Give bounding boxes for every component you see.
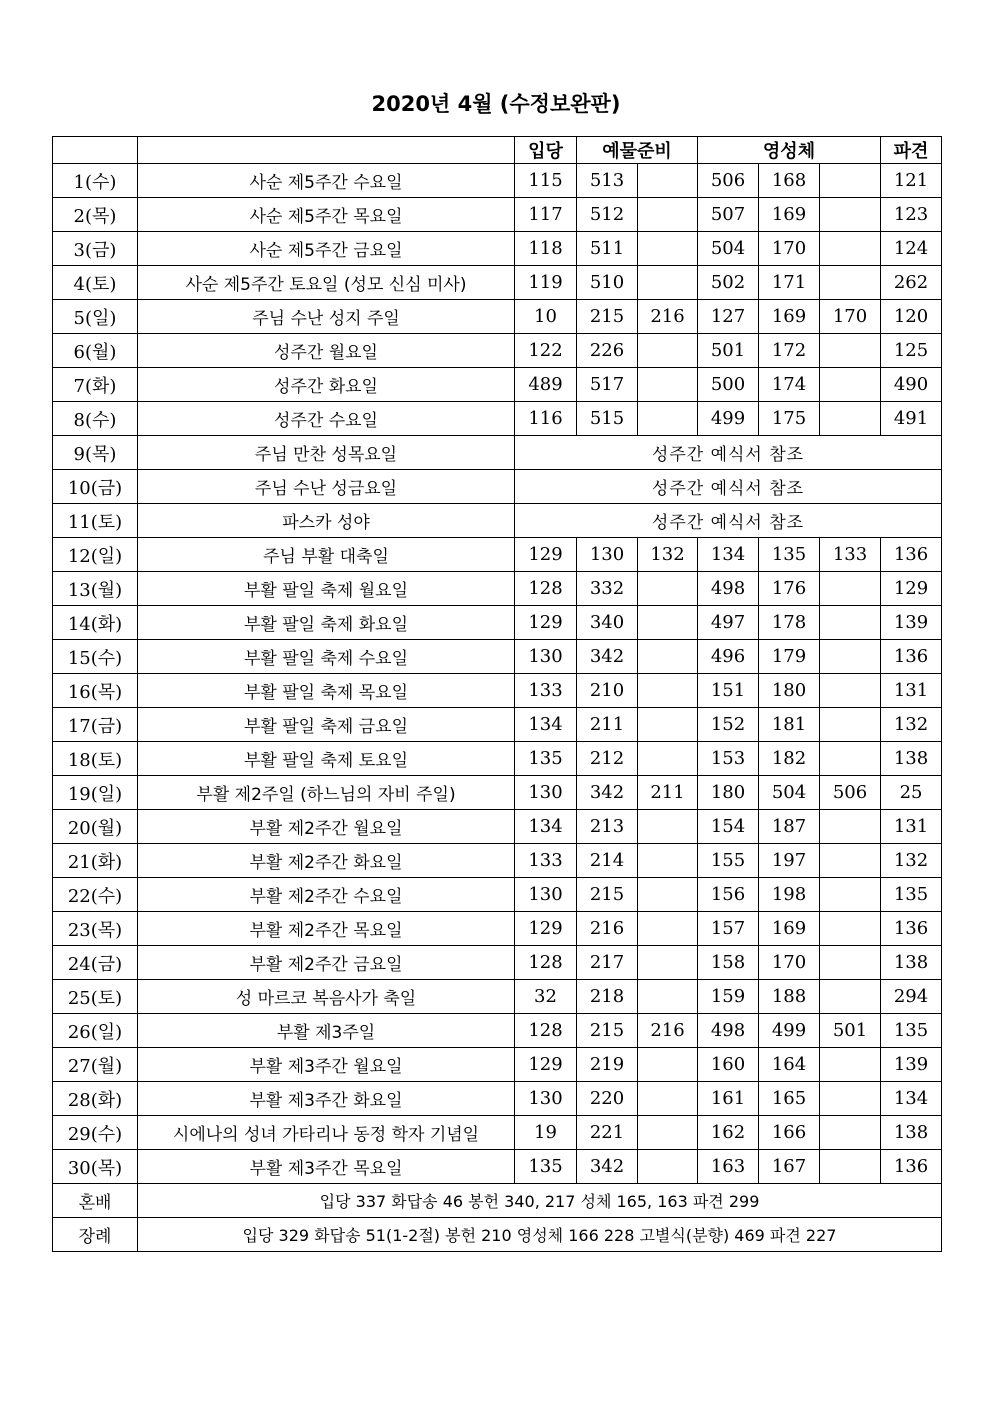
- communion-2-cell: 135: [759, 538, 820, 572]
- reference-cell: 성주간 예식서 참조: [515, 504, 942, 538]
- day-cell: 25(토): [53, 980, 138, 1014]
- offertory-2-cell: [638, 674, 698, 708]
- communion-3-cell: [820, 164, 881, 198]
- dismissal-cell: 490: [881, 368, 942, 402]
- communion-1-cell: 500: [698, 368, 759, 402]
- communion-2-cell: 169: [759, 300, 820, 334]
- dismissal-cell: 132: [881, 708, 942, 742]
- dismissal-cell: 136: [881, 640, 942, 674]
- dismissal-cell: 131: [881, 810, 942, 844]
- dismissal-cell: 124: [881, 232, 942, 266]
- hymn-schedule-table: [52, 136, 942, 1252]
- footer-row: [53, 1184, 942, 1218]
- communion-1-cell: 502: [698, 266, 759, 300]
- table-row: [53, 674, 942, 708]
- entrance-cell: 135: [515, 742, 577, 776]
- celebration-name-cell: 부활 팔일 축제 수요일: [138, 640, 515, 674]
- day-cell: 16(목): [53, 674, 138, 708]
- offertory-2-cell: [638, 198, 698, 232]
- entrance-cell: 122: [515, 334, 577, 368]
- dismissal-cell: 491: [881, 402, 942, 436]
- day-cell: 15(수): [53, 640, 138, 674]
- communion-2-cell: 170: [759, 232, 820, 266]
- day-cell: 23(목): [53, 912, 138, 946]
- dismissal-cell: 134: [881, 1082, 942, 1116]
- communion-3-cell: [820, 1048, 881, 1082]
- offertory-2-cell: [638, 1082, 698, 1116]
- offertory-1-cell: 216: [577, 912, 638, 946]
- communion-3-cell: [820, 1150, 881, 1184]
- offertory-1-cell: 332: [577, 572, 638, 606]
- header-communion: 영성체: [698, 137, 881, 164]
- offertory-2-cell: [638, 878, 698, 912]
- communion-1-cell: 152: [698, 708, 759, 742]
- entrance-cell: 130: [515, 776, 577, 810]
- communion-1-cell: 159: [698, 980, 759, 1014]
- offertory-2-cell: 216: [638, 300, 698, 334]
- entrance-cell: 32: [515, 980, 577, 1014]
- communion-3-cell: [820, 1116, 881, 1150]
- communion-3-cell: [820, 402, 881, 436]
- communion-2-cell: 171: [759, 266, 820, 300]
- celebration-name-cell: 부활 제3주간 월요일: [138, 1048, 515, 1082]
- day-cell: 26(일): [53, 1014, 138, 1048]
- dismissal-cell: 121: [881, 164, 942, 198]
- communion-1-cell: 134: [698, 538, 759, 572]
- offertory-1-cell: 340: [577, 606, 638, 640]
- communion-3-cell: [820, 946, 881, 980]
- day-cell: 9(목): [53, 436, 138, 470]
- footer-text-cell: 입당 337 화답송 46 봉헌 340, 217 성체 165, 163 파견 299: [138, 1184, 942, 1218]
- celebration-name-cell: 성 마르코 복음사가 축일: [138, 980, 515, 1014]
- communion-3-cell: [820, 810, 881, 844]
- offertory-2-cell: [638, 164, 698, 198]
- communion-3-cell: 170: [820, 300, 881, 334]
- celebration-name-cell: 부활 팔일 축제 금요일: [138, 708, 515, 742]
- entrance-cell: 10: [515, 300, 577, 334]
- footer-row: [53, 1218, 942, 1252]
- communion-1-cell: 161: [698, 1082, 759, 1116]
- dismissal-cell: 132: [881, 844, 942, 878]
- communion-1-cell: 498: [698, 572, 759, 606]
- day-cell: 13(월): [53, 572, 138, 606]
- communion-1-cell: 155: [698, 844, 759, 878]
- day-cell: 29(수): [53, 1116, 138, 1150]
- entrance-cell: 129: [515, 912, 577, 946]
- celebration-name-cell: 사순 제5주간 토요일 (성모 신심 미사): [138, 266, 515, 300]
- offertory-1-cell: 218: [577, 980, 638, 1014]
- communion-3-cell: 506: [820, 776, 881, 810]
- offertory-2-cell: [638, 1116, 698, 1150]
- communion-2-cell: 168: [759, 164, 820, 198]
- table-row: [53, 1082, 942, 1116]
- celebration-name-cell: 부활 제3주간 화요일: [138, 1082, 515, 1116]
- table-row: [53, 776, 942, 810]
- offertory-1-cell: 212: [577, 742, 638, 776]
- footer-label-cell: 장례: [53, 1218, 138, 1252]
- communion-3-cell: 133: [820, 538, 881, 572]
- communion-2-cell: 499: [759, 1014, 820, 1048]
- dismissal-cell: 139: [881, 1048, 942, 1082]
- offertory-2-cell: [638, 606, 698, 640]
- celebration-name-cell: 성주간 수요일: [138, 402, 515, 436]
- entrance-cell: 128: [515, 946, 577, 980]
- table-row: [53, 368, 942, 402]
- communion-2-cell: 187: [759, 810, 820, 844]
- communion-2-cell: 172: [759, 334, 820, 368]
- entrance-cell: 117: [515, 198, 577, 232]
- communion-2-cell: 504: [759, 776, 820, 810]
- offertory-1-cell: 215: [577, 1014, 638, 1048]
- page-title: 2020년 4월 (수정보완판): [371, 92, 621, 116]
- offertory-1-cell: 510: [577, 266, 638, 300]
- table-row: [53, 844, 942, 878]
- communion-1-cell: 504: [698, 232, 759, 266]
- dismissal-cell: 136: [881, 1150, 942, 1184]
- table-row: [53, 198, 942, 232]
- offertory-1-cell: 210: [577, 674, 638, 708]
- celebration-name-cell: 부활 제2주간 화요일: [138, 844, 515, 878]
- entrance-cell: 134: [515, 708, 577, 742]
- communion-2-cell: 169: [759, 912, 820, 946]
- communion-1-cell: 127: [698, 300, 759, 334]
- table-row: [53, 402, 942, 436]
- celebration-name-cell: 사순 제5주간 수요일: [138, 164, 515, 198]
- table-row: [53, 538, 942, 572]
- dismissal-cell: 120: [881, 300, 942, 334]
- table-row: [53, 1116, 942, 1150]
- offertory-1-cell: 515: [577, 402, 638, 436]
- footer-text-cell: 입당 329 화답송 51(1-2절) 봉헌 210 영성체 166 228 고별식(분향) 469 파견 227: [138, 1218, 942, 1252]
- communion-1-cell: 162: [698, 1116, 759, 1150]
- communion-1-cell: 153: [698, 742, 759, 776]
- offertory-1-cell: 215: [577, 878, 638, 912]
- entrance-cell: 133: [515, 674, 577, 708]
- dismissal-cell: 131: [881, 674, 942, 708]
- entrance-cell: 489: [515, 368, 577, 402]
- table-row: [53, 742, 942, 776]
- celebration-name-cell: 부활 팔일 축제 토요일: [138, 742, 515, 776]
- offertory-1-cell: 219: [577, 1048, 638, 1082]
- offertory-1-cell: 215: [577, 300, 638, 334]
- offertory-1-cell: 226: [577, 334, 638, 368]
- offertory-1-cell: 217: [577, 946, 638, 980]
- offertory-1-cell: 517: [577, 368, 638, 402]
- table-row: [53, 708, 942, 742]
- communion-1-cell: 154: [698, 810, 759, 844]
- table-row: [53, 572, 942, 606]
- dismissal-cell: 294: [881, 980, 942, 1014]
- communion-2-cell: 164: [759, 1048, 820, 1082]
- entrance-cell: 130: [515, 1082, 577, 1116]
- table-row: [53, 1150, 942, 1184]
- celebration-name-cell: 파스카 성야: [138, 504, 515, 538]
- celebration-name-cell: 주님 수난 성금요일: [138, 470, 515, 504]
- offertory-2-cell: [638, 640, 698, 674]
- communion-3-cell: [820, 844, 881, 878]
- table-row: [53, 504, 942, 538]
- communion-1-cell: 160: [698, 1048, 759, 1082]
- day-cell: 14(화): [53, 606, 138, 640]
- day-cell: 17(금): [53, 708, 138, 742]
- day-cell: 2(목): [53, 198, 138, 232]
- dismissal-cell: 139: [881, 606, 942, 640]
- dismissal-cell: 123: [881, 198, 942, 232]
- communion-3-cell: [820, 368, 881, 402]
- table-row: [53, 946, 942, 980]
- header-offertory: 예물준비: [577, 137, 698, 164]
- entrance-cell: 134: [515, 810, 577, 844]
- communion-1-cell: 158: [698, 946, 759, 980]
- reference-cell: 성주간 예식서 참조: [515, 470, 942, 504]
- entrance-cell: 128: [515, 1014, 577, 1048]
- celebration-name-cell: 부활 제3주간 목요일: [138, 1150, 515, 1184]
- communion-1-cell: 151: [698, 674, 759, 708]
- communion-1-cell: 180: [698, 776, 759, 810]
- dismissal-cell: 262: [881, 266, 942, 300]
- entrance-cell: 133: [515, 844, 577, 878]
- entrance-cell: 118: [515, 232, 577, 266]
- communion-3-cell: [820, 1082, 881, 1116]
- offertory-1-cell: 512: [577, 198, 638, 232]
- celebration-name-cell: 주님 수난 성지 주일: [138, 300, 515, 334]
- communion-3-cell: [820, 980, 881, 1014]
- communion-2-cell: 182: [759, 742, 820, 776]
- offertory-2-cell: [638, 572, 698, 606]
- communion-2-cell: 197: [759, 844, 820, 878]
- dismissal-cell: 135: [881, 878, 942, 912]
- day-cell: 10(금): [53, 470, 138, 504]
- communion-2-cell: 167: [759, 1150, 820, 1184]
- communion-2-cell: 175: [759, 402, 820, 436]
- table-row: [53, 912, 942, 946]
- offertory-1-cell: 221: [577, 1116, 638, 1150]
- day-cell: 22(수): [53, 878, 138, 912]
- dismissal-cell: 135: [881, 1014, 942, 1048]
- entrance-cell: 129: [515, 1048, 577, 1082]
- entrance-cell: 128: [515, 572, 577, 606]
- communion-2-cell: 198: [759, 878, 820, 912]
- communion-2-cell: 174: [759, 368, 820, 402]
- day-cell: 7(화): [53, 368, 138, 402]
- day-cell: 30(목): [53, 1150, 138, 1184]
- communion-1-cell: 499: [698, 402, 759, 436]
- offertory-1-cell: 342: [577, 640, 638, 674]
- offertory-2-cell: [638, 844, 698, 878]
- communion-3-cell: [820, 572, 881, 606]
- entrance-cell: 116: [515, 402, 577, 436]
- header-row: [53, 137, 942, 164]
- table-row: [53, 232, 942, 266]
- dismissal-cell: 136: [881, 538, 942, 572]
- table-row: [53, 266, 942, 300]
- celebration-name-cell: 부활 제2주간 목요일: [138, 912, 515, 946]
- communion-3-cell: [820, 198, 881, 232]
- dismissal-cell: 138: [881, 742, 942, 776]
- table-row: [53, 436, 942, 470]
- communion-3-cell: [820, 708, 881, 742]
- table-row: [53, 164, 942, 198]
- entrance-cell: 130: [515, 640, 577, 674]
- communion-3-cell: [820, 606, 881, 640]
- day-cell: 1(수): [53, 164, 138, 198]
- table-row: [53, 1048, 942, 1082]
- communion-2-cell: 170: [759, 946, 820, 980]
- dismissal-cell: 136: [881, 912, 942, 946]
- day-cell: 4(토): [53, 266, 138, 300]
- offertory-2-cell: [638, 266, 698, 300]
- entrance-cell: 115: [515, 164, 577, 198]
- offertory-2-cell: [638, 1150, 698, 1184]
- offertory-2-cell: 211: [638, 776, 698, 810]
- offertory-1-cell: 213: [577, 810, 638, 844]
- dismissal-cell: 129: [881, 572, 942, 606]
- communion-3-cell: 501: [820, 1014, 881, 1048]
- offertory-2-cell: [638, 1048, 698, 1082]
- table-row: [53, 878, 942, 912]
- day-cell: 28(화): [53, 1082, 138, 1116]
- celebration-name-cell: 성주간 월요일: [138, 334, 515, 368]
- entrance-cell: 129: [515, 606, 577, 640]
- table-row: [53, 334, 942, 368]
- celebration-name-cell: 주님 만찬 성목요일: [138, 436, 515, 470]
- offertory-1-cell: 214: [577, 844, 638, 878]
- communion-1-cell: 506: [698, 164, 759, 198]
- celebration-name-cell: 부활 제2주간 금요일: [138, 946, 515, 980]
- celebration-name-cell: 성주간 화요일: [138, 368, 515, 402]
- celebration-name-cell: 부활 팔일 축제 월요일: [138, 572, 515, 606]
- dismissal-cell: 125: [881, 334, 942, 368]
- communion-3-cell: [820, 674, 881, 708]
- offertory-1-cell: 211: [577, 708, 638, 742]
- header-entrance: 입당: [515, 137, 577, 164]
- footer-label-cell: 혼배: [53, 1184, 138, 1218]
- dismissal-cell: 138: [881, 946, 942, 980]
- celebration-name-cell: 부활 제2주간 월요일: [138, 810, 515, 844]
- communion-2-cell: 181: [759, 708, 820, 742]
- entrance-cell: 129: [515, 538, 577, 572]
- offertory-1-cell: 342: [577, 776, 638, 810]
- celebration-name-cell: 사순 제5주간 목요일: [138, 198, 515, 232]
- day-cell: 6(월): [53, 334, 138, 368]
- header-dismissal: 파견: [881, 137, 942, 164]
- celebration-name-cell: 사순 제5주간 금요일: [138, 232, 515, 266]
- day-cell: 18(토): [53, 742, 138, 776]
- day-cell: 21(화): [53, 844, 138, 878]
- header-day-cell: [53, 137, 138, 164]
- celebration-name-cell: 주님 부활 대축일: [138, 538, 515, 572]
- communion-3-cell: [820, 266, 881, 300]
- offertory-1-cell: 220: [577, 1082, 638, 1116]
- communion-1-cell: 497: [698, 606, 759, 640]
- day-cell: 27(월): [53, 1048, 138, 1082]
- entrance-cell: 135: [515, 1150, 577, 1184]
- dismissal-cell: 25: [881, 776, 942, 810]
- communion-1-cell: 156: [698, 878, 759, 912]
- day-cell: 20(월): [53, 810, 138, 844]
- entrance-cell: 19: [515, 1116, 577, 1150]
- offertory-2-cell: 216: [638, 1014, 698, 1048]
- communion-2-cell: 165: [759, 1082, 820, 1116]
- offertory-1-cell: 342: [577, 1150, 638, 1184]
- dismissal-cell: 138: [881, 1116, 942, 1150]
- entrance-cell: 130: [515, 878, 577, 912]
- celebration-name-cell: 부활 제3주일: [138, 1014, 515, 1048]
- offertory-2-cell: [638, 742, 698, 776]
- communion-3-cell: [820, 640, 881, 674]
- celebration-name-cell: 부활 팔일 축제 화요일: [138, 606, 515, 640]
- day-cell: 3(금): [53, 232, 138, 266]
- offertory-2-cell: [638, 946, 698, 980]
- communion-3-cell: [820, 912, 881, 946]
- offertory-2-cell: [638, 334, 698, 368]
- communion-2-cell: 180: [759, 674, 820, 708]
- offertory-2-cell: [638, 912, 698, 946]
- communion-3-cell: [820, 742, 881, 776]
- table-row: [53, 606, 942, 640]
- offertory-2-cell: 132: [638, 538, 698, 572]
- offertory-2-cell: [638, 810, 698, 844]
- day-cell: 19(일): [53, 776, 138, 810]
- table-row: [53, 980, 942, 1014]
- offertory-1-cell: 513: [577, 164, 638, 198]
- communion-1-cell: 496: [698, 640, 759, 674]
- table-row: [53, 470, 942, 504]
- celebration-name-cell: 부활 제2주일 (하느님의 자비 주일): [138, 776, 515, 810]
- offertory-2-cell: [638, 402, 698, 436]
- communion-2-cell: 188: [759, 980, 820, 1014]
- communion-1-cell: 157: [698, 912, 759, 946]
- table-row: [53, 810, 942, 844]
- communion-2-cell: 169: [759, 198, 820, 232]
- offertory-1-cell: 511: [577, 232, 638, 266]
- communion-1-cell: 507: [698, 198, 759, 232]
- day-cell: 24(금): [53, 946, 138, 980]
- day-cell: 11(토): [53, 504, 138, 538]
- communion-1-cell: 498: [698, 1014, 759, 1048]
- communion-1-cell: 501: [698, 334, 759, 368]
- table-row: [53, 300, 942, 334]
- day-cell: 12(일): [53, 538, 138, 572]
- celebration-name-cell: 부활 팔일 축제 목요일: [138, 674, 515, 708]
- day-cell: 5(일): [53, 300, 138, 334]
- offertory-1-cell: 130: [577, 538, 638, 572]
- communion-1-cell: 163: [698, 1150, 759, 1184]
- communion-2-cell: 166: [759, 1116, 820, 1150]
- communion-3-cell: [820, 334, 881, 368]
- communion-3-cell: [820, 878, 881, 912]
- communion-2-cell: 179: [759, 640, 820, 674]
- header-name-cell: [138, 137, 515, 164]
- communion-3-cell: [820, 232, 881, 266]
- entrance-cell: 119: [515, 266, 577, 300]
- communion-2-cell: 176: [759, 572, 820, 606]
- table-row: [53, 1014, 942, 1048]
- day-cell: 8(수): [53, 402, 138, 436]
- celebration-name-cell: 부활 제2주간 수요일: [138, 878, 515, 912]
- offertory-2-cell: [638, 232, 698, 266]
- offertory-2-cell: [638, 980, 698, 1014]
- offertory-2-cell: [638, 368, 698, 402]
- communion-2-cell: 178: [759, 606, 820, 640]
- reference-cell: 성주간 예식서 참조: [515, 436, 942, 470]
- table-row: [53, 640, 942, 674]
- offertory-2-cell: [638, 708, 698, 742]
- celebration-name-cell: 시에나의 성녀 가타리나 동정 학자 기념일: [138, 1116, 515, 1150]
